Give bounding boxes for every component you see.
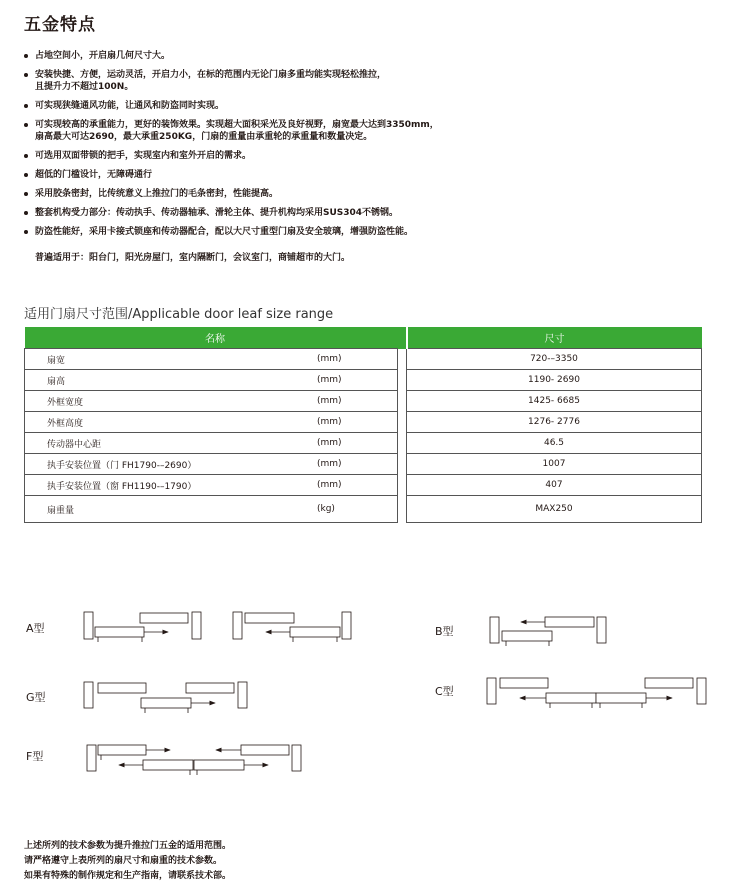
feature-item: 防盗性能好，采用卡接式锁座和传动器配合，配以大尺寸重型门扇及安全玻璃，增强防盗性能。 bbox=[24, 226, 714, 238]
header-size: 尺寸 bbox=[407, 327, 702, 349]
row-name: 扇高 bbox=[25, 370, 318, 391]
row-name: 执手安装位置（窗 FH1190-–1790） bbox=[25, 475, 318, 496]
row-name: 执手安装位置（门 FH1790-–2690） bbox=[25, 454, 318, 475]
type-label-f: F型 bbox=[26, 750, 44, 763]
row-name: 扇宽 bbox=[25, 349, 318, 370]
row-gap bbox=[398, 454, 407, 475]
row-name: 扇重量 bbox=[25, 496, 318, 523]
row-gap bbox=[398, 475, 407, 496]
feature-item: 可实现狭缝通风功能，让通风和防盗同时实现。 bbox=[24, 100, 714, 112]
note-line: 请严格遵守上表所列的扇尺寸和扇重的技术参数。 bbox=[24, 856, 223, 866]
table-row bbox=[25, 496, 702, 523]
row-name: 外框高度 bbox=[25, 412, 318, 433]
diagram-b bbox=[490, 617, 606, 646]
row-unit: (mm) bbox=[317, 412, 398, 433]
row-gap bbox=[398, 433, 407, 454]
row-unit: (mm) bbox=[317, 391, 398, 412]
table-row bbox=[25, 391, 702, 412]
table-row bbox=[25, 433, 702, 454]
diagram-drawings bbox=[0, 590, 739, 810]
diagram-f bbox=[87, 745, 301, 775]
row-value: 46.5 bbox=[407, 433, 702, 454]
row-value: 1425- 6685 bbox=[407, 391, 702, 412]
notes bbox=[24, 839, 231, 884]
row-unit: (mm) bbox=[317, 370, 398, 391]
feature-item: 整套机构受力部分：传动执手、传动器轴承、滑轮主体、提升机构均采用SUS304不锈钢。 bbox=[24, 207, 714, 219]
note-line: 如果有特殊的制作规定和生产指南，请联系技术部。 bbox=[24, 871, 232, 881]
row-gap bbox=[398, 391, 407, 412]
row-value: 407 bbox=[407, 475, 702, 496]
table-row bbox=[25, 370, 702, 391]
table-row bbox=[25, 349, 702, 370]
feature-item: 超低的门槛设计，无障碍通行 bbox=[24, 169, 714, 181]
row-value: 1276- 2776 bbox=[407, 412, 702, 433]
row-gap bbox=[398, 412, 407, 433]
feature-item: 安装快捷、方便，运动灵活，开启力小，在标的范围内无论门扇多重均能实现轻松推拉， 且提升力不超过100N。 bbox=[24, 69, 714, 93]
row-unit: (mm) bbox=[317, 433, 398, 454]
row-unit: (mm) bbox=[317, 349, 398, 370]
row-value: MAX250 bbox=[407, 496, 702, 523]
table-title: 适用门扇尺寸范围/Applicable door leaf size range bbox=[24, 307, 334, 322]
row-unit: (mm) bbox=[317, 454, 398, 475]
type-label-c: C型 bbox=[435, 685, 454, 698]
applicable-text: 普遍适用于：阳台门，阳光房屋门，室内隔断门，会议室门，商铺超市的大门。 bbox=[35, 253, 351, 263]
row-name: 外框宽度 bbox=[25, 391, 318, 412]
header-name: 名称 bbox=[25, 327, 407, 349]
row-name: 传动器中心距 bbox=[25, 433, 318, 454]
type-label-g: G型 bbox=[26, 691, 46, 704]
row-value: 1007 bbox=[407, 454, 702, 475]
note-line: 上述所列的技术参数为提升推拉门五金的适用范围。 bbox=[24, 841, 232, 851]
row-value: 1190- 2690 bbox=[407, 370, 702, 391]
row-gap bbox=[398, 349, 407, 370]
diagram-g bbox=[84, 682, 247, 713]
feature-list bbox=[24, 50, 714, 245]
feature-item: 可选用双面带锁的把手，实现室内和室外开启的需求。 bbox=[24, 150, 714, 162]
table-row bbox=[25, 412, 702, 433]
row-gap bbox=[398, 370, 407, 391]
type-label-a: A型 bbox=[26, 622, 45, 635]
feature-item: 占地空间小，开启扇几何尺寸大。 bbox=[24, 50, 714, 62]
page-title: 五金特点 bbox=[24, 15, 96, 35]
diagram-a-right bbox=[233, 612, 351, 642]
feature-item: 采用胶条密封，比传统意义上推拉门的毛条密封，性能提高。 bbox=[24, 188, 714, 200]
size-range-table bbox=[24, 327, 702, 523]
table-row bbox=[25, 475, 702, 496]
row-gap bbox=[398, 496, 407, 523]
feature-item: 可实现较高的承重能力，更好的装饰效果。实现超大面积采光及良好视野，扇宽最大达到3350mm， 扇高最大可达2690，最大承重250KG，门扇的重量由承重轮的承重量和数量决定。 bbox=[24, 119, 714, 143]
type-label-b: B型 bbox=[435, 625, 454, 638]
row-value: 720-–3350 bbox=[407, 349, 702, 370]
row-unit: (kg) bbox=[317, 496, 398, 523]
diagram-c bbox=[487, 678, 706, 708]
row-unit: (mm) bbox=[317, 475, 398, 496]
table-row bbox=[25, 454, 702, 475]
sliding-type-diagrams bbox=[0, 590, 739, 810]
diagram-a-left bbox=[84, 612, 201, 642]
